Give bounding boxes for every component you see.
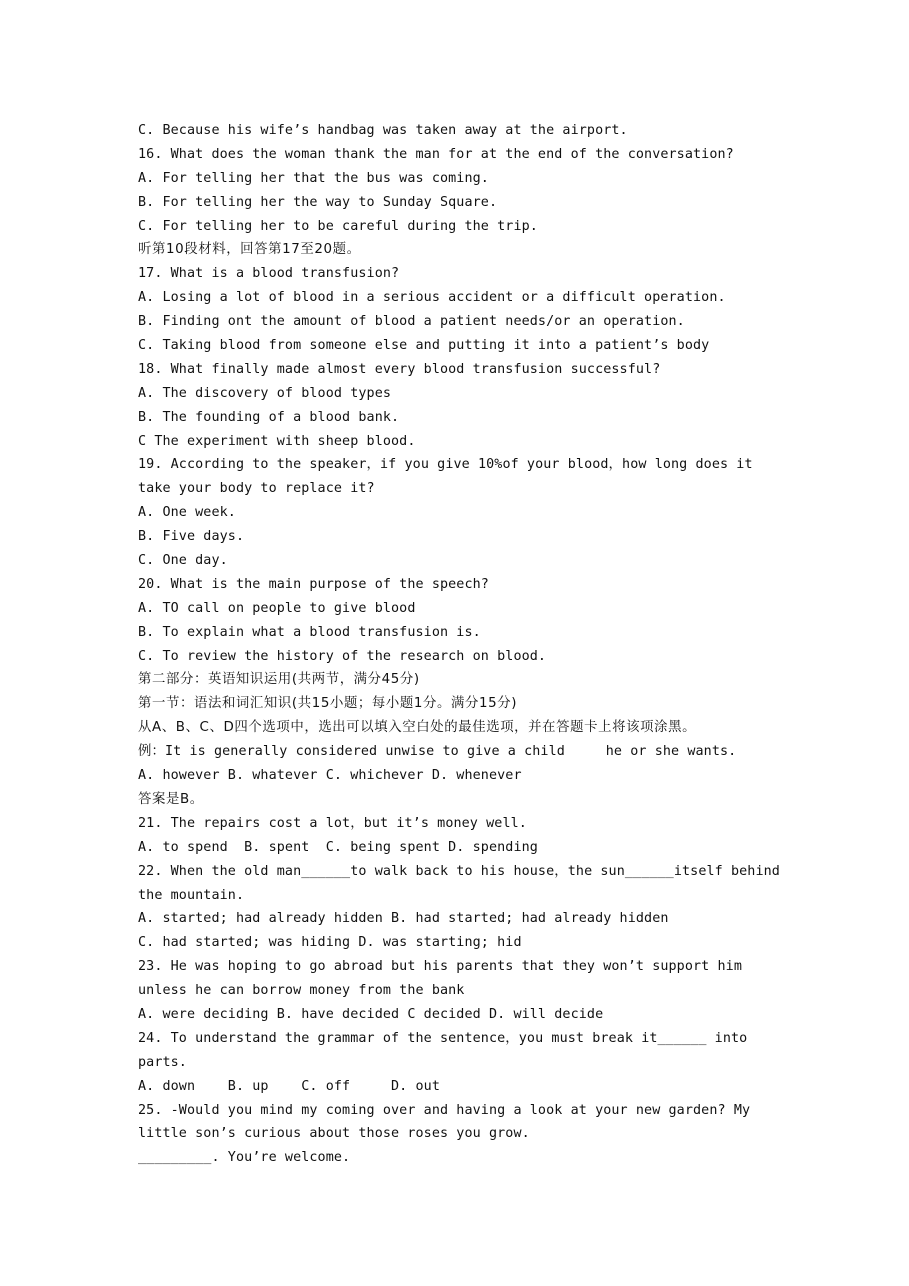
question-16: 16. What does the woman thank the man for at the end of the conversation?: [138, 146, 734, 162]
question-25-response: _________. You’re welcome.: [138, 1150, 351, 1166]
answer-option-b: B. For telling her the way to Sunday Square.: [138, 194, 498, 210]
answer-option-c: C. To review the history of the research on blood.: [138, 648, 547, 664]
answer-option-a: A. For telling her that the bus was coming.: [138, 170, 489, 186]
question-21: 21. The repairs cost a lot，but it’s money well.: [138, 815, 527, 831]
question-17: 17. What is a blood transfusion?: [138, 266, 400, 282]
document-page: [138, 119, 778, 1170]
question-23-options: A. were deciding B. have decided C decided D. will decide: [138, 1006, 604, 1022]
section-instruction: 听第10段材料，回答第17至20题。: [138, 242, 361, 258]
example-question: 例：It is generally considered unwise to give a child he or she wants.: [138, 744, 737, 760]
answer-option-c: C. One day.: [138, 553, 228, 569]
answer-option-c: C. Because his wife’s handbag was taken away at the airport.: [138, 123, 628, 138]
answer-option-b: B. The founding of a blood bank.: [138, 409, 400, 425]
question-21-options: A. to spend B. spent C. being spent D. spending: [138, 839, 538, 855]
question-23-continued: unless he can borrow money from the bank: [138, 983, 465, 999]
question-25: 25. -Would you mind my coming over and having a look at your new garden? My: [138, 1102, 751, 1118]
answer-option-c: C. Taking blood from someone else and putting it into a patient’s body: [138, 338, 710, 354]
answer-option-a: A. TO call on people to give blood: [138, 600, 416, 616]
question-19: 19. According to the speaker，if you give 10%of your blood，how long does it: [138, 457, 753, 473]
question-19-continued: take your body to replace it?: [138, 481, 375, 497]
example-answer: 答案是B。: [138, 791, 204, 807]
example-options: A. however B. whatever C. whichever D. whenever: [138, 768, 522, 784]
question-22-continued: the mountain.: [138, 887, 245, 903]
answer-option-c: C The experiment with sheep blood.: [138, 433, 416, 449]
answer-option-b: B. To explain what a blood transfusion is.: [138, 624, 481, 640]
answer-option-c: C. For telling her to be careful during the trip.: [138, 218, 538, 234]
answer-option-b: B. Five days.: [138, 529, 245, 545]
section-instruction: 从A、B、C、D四个选项中，选出可以填入空白处的最佳选项，并在答题卡上将该项涂黑。: [138, 720, 697, 736]
answer-option-a: A. Losing a lot of blood in a serious accident or a difficult operation.: [138, 290, 726, 306]
question-24: 24. To understand the grammar of the sentence，you must break it______ into: [138, 1030, 748, 1046]
question-24-continued: parts.: [138, 1054, 187, 1070]
section-one-heading: 第一节：语法和词汇知识(共15小题；每小题1分。满分15分): [138, 696, 518, 712]
answer-option-a: A. One week.: [138, 505, 236, 521]
part-two-heading: 第二部分：英语知识运用(共两节，满分45分): [138, 672, 420, 688]
answer-option-b: B. Finding ont the amount of blood a patient needs/or an operation.: [138, 314, 685, 330]
question-22-options: A. started; had already hidden B. had started; had already hidden: [138, 911, 669, 927]
answer-option-a: A. The discovery of blood types: [138, 385, 392, 401]
question-18: 18. What finally made almost every blood transfusion successful?: [138, 361, 661, 377]
question-20: 20. What is the main purpose of the speech?: [138, 576, 489, 592]
question-23: 23. He was hoping to go abroad but his parents that they won’t support him: [138, 959, 742, 975]
question-22-options: C. had started; was hiding D. was starting; hid: [138, 935, 522, 951]
question-25-continued: little son’s curious about those roses you grow.: [138, 1126, 530, 1142]
question-24-options: A. down B. up C. off D. out: [138, 1078, 440, 1094]
question-22: 22. When the old man______to walk back to his house，the sun______itself behind: [138, 863, 780, 879]
